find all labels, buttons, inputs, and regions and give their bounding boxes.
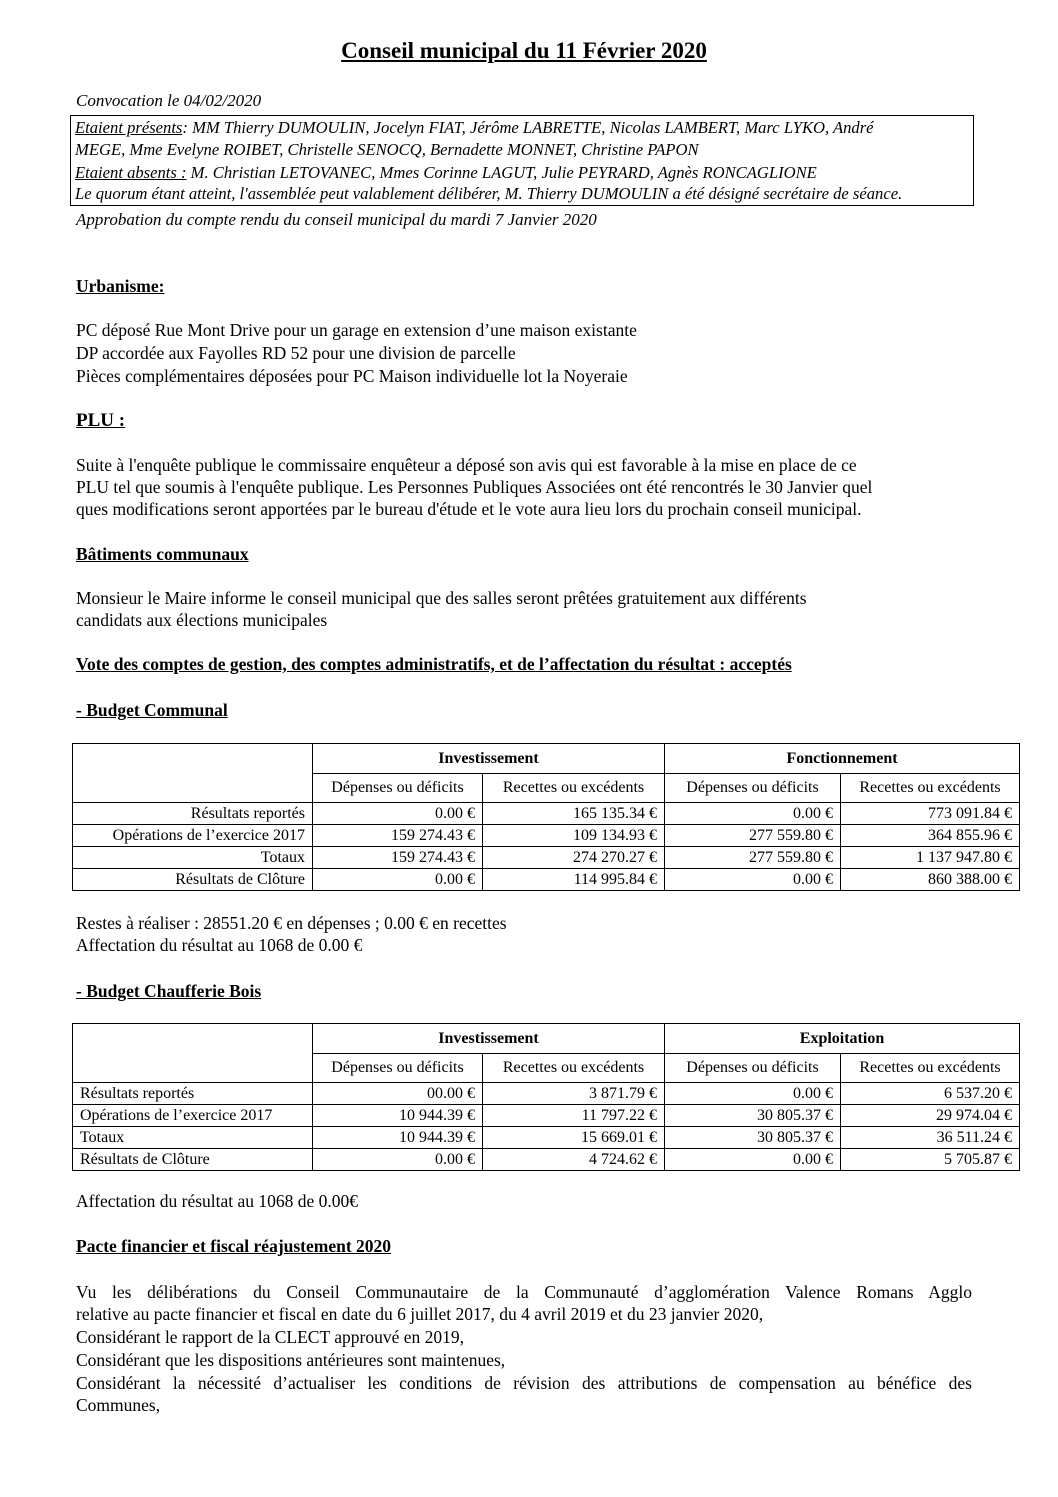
budget-chaufferie-table xyxy=(72,1023,1020,1171)
budget-note: Affectation du résultat au 1068 de 0.00€ xyxy=(76,1191,359,1211)
table-row xyxy=(73,869,1020,891)
column-header: Dépenses ou déficits xyxy=(665,774,841,803)
table-corner-cell xyxy=(73,744,313,803)
table-cell: 0.00 € xyxy=(313,803,483,825)
urbanisme-heading: Urbanisme: xyxy=(76,276,165,296)
table-cell: 159 274.43 € xyxy=(313,847,483,869)
table-header-row xyxy=(73,744,1020,774)
table-cell: 00.00 € xyxy=(313,1083,483,1105)
table-header-row xyxy=(73,1024,1020,1054)
absent-names: M. Christian LETOVANEC, Mmes Corinne LAGUT, Julie PEYRARD, Agnès RONCAGLIONE xyxy=(186,163,817,182)
row-label: Opérations de l’exercice 2017 xyxy=(73,1105,313,1127)
table-cell: 3 871.79 € xyxy=(483,1083,665,1105)
table-cell: 0.00 € xyxy=(313,1149,483,1171)
table-row xyxy=(73,1149,1020,1171)
pacte-line: Communes, xyxy=(76,1395,161,1415)
budget-chaufferie-heading: - Budget Chaufferie Bois xyxy=(76,981,262,1001)
table-cell: 29 974.04 € xyxy=(841,1105,1020,1127)
table-cell: 165 135.34 € xyxy=(483,803,665,825)
budget-communal-heading: - Budget Communal xyxy=(76,700,228,720)
group-header: Investissement xyxy=(313,744,665,774)
table-cell: 0.00 € xyxy=(665,869,841,891)
batiments-heading: Bâtiments communaux xyxy=(76,544,249,564)
column-header: Dépenses ou déficits xyxy=(313,1054,483,1083)
row-label: Résultats reportés xyxy=(73,1083,313,1105)
pacte-line: Considérant que les dispositions antérieures sont maintenues, xyxy=(76,1350,506,1370)
budget-note: Affectation du résultat au 1068 de 0.00 € xyxy=(76,935,363,955)
pacte-line: Considérant le rapport de la CLECT approuvé en 2019, xyxy=(76,1327,464,1347)
group-header: Fonctionnement xyxy=(665,744,1020,774)
table-cell: 6 537.20 € xyxy=(841,1083,1020,1105)
table-cell: 159 274.43 € xyxy=(313,825,483,847)
plu-line: ques modifications seront apportées par le bureau d'étude et le vote aura lieu lors du prochain conseil municipal. xyxy=(76,499,862,519)
table-cell: 11 797.22 € xyxy=(483,1105,665,1127)
column-header: Recettes ou excédents xyxy=(483,774,665,803)
table-row xyxy=(73,847,1020,869)
table-cell: 0.00 € xyxy=(313,869,483,891)
pacte-heading: Pacte financier et fiscal réajustement 2020 xyxy=(76,1236,392,1256)
table-cell: 277 559.80 € xyxy=(665,825,841,847)
plu-line: Suite à l'enquête publique le commissaire enquêteur a déposé son avis qui est favorable à la mise en place de ce xyxy=(76,455,857,475)
row-label: Résultats de Clôture xyxy=(73,869,313,891)
pacte-line: relative au pacte financier et fiscal en date du 6 juillet 2017, du 4 avril 2019 et du 23 janvier 2020, xyxy=(76,1304,764,1324)
urbanisme-line: Pièces complémentaires déposées pour PC Maison individuelle lot la Noyeraie xyxy=(76,366,628,386)
table-cell: 10 944.39 € xyxy=(313,1105,483,1127)
pacte-line: Vu les délibérations du Conseil Communautaire de la Communauté d’agglomération Valence Romans Agglo xyxy=(76,1282,972,1302)
table-cell: 30 805.37 € xyxy=(665,1105,841,1127)
quorum-line: Le quorum étant atteint, l'assemblée peut valablement délibérer, M. Thierry DUMOULIN a été désigné secrétaire de séance. xyxy=(75,184,903,203)
group-header: Exploitation xyxy=(665,1024,1020,1054)
column-header: Recettes ou excédents xyxy=(483,1054,665,1083)
row-label: Résultats de Clôture xyxy=(73,1149,313,1171)
absent-line xyxy=(75,163,817,183)
table-cell: 0.00 € xyxy=(665,803,841,825)
table-row xyxy=(73,1105,1020,1127)
present-line-1 xyxy=(75,118,874,138)
batiments-line: candidats aux élections municipales xyxy=(76,610,328,630)
table-cell: 773 091.84 € xyxy=(841,803,1020,825)
table-cell: 1 137 947.80 € xyxy=(841,847,1020,869)
approval-line: Approbation du compte rendu du conseil municipal du mardi 7 Janvier 2020 xyxy=(76,210,597,229)
table-corner-cell xyxy=(73,1024,313,1083)
pacte-line: Considérant la nécessité d’actualiser les conditions de révision des attributions de compensation au bénéfice des xyxy=(76,1373,972,1393)
document-title: Conseil municipal du 11 Février 2020 xyxy=(341,38,707,63)
table-cell: 860 388.00 € xyxy=(841,869,1020,891)
table-cell: 274 270.27 € xyxy=(483,847,665,869)
group-header: Investissement xyxy=(313,1024,665,1054)
table-cell: 0.00 € xyxy=(665,1083,841,1105)
table-cell: 277 559.80 € xyxy=(665,847,841,869)
vote-heading: Vote des comptes de gestion, des comptes administratifs, et de l’affectation du résultat : acceptés xyxy=(76,654,792,674)
table-cell: 0.00 € xyxy=(665,1149,841,1171)
absent-label: Etaient absents : xyxy=(75,163,187,182)
column-header: Dépenses ou déficits xyxy=(665,1054,841,1083)
plu-line: PLU tel que soumis à l'enquête publique. Les Personnes Publiques Associées ont été rencontrés le 30 Janvier quel xyxy=(76,477,873,497)
urbanisme-line: PC déposé Rue Mont Drive pour un garage en extension d’une maison existante xyxy=(76,320,637,340)
table-cell: 4 724.62 € xyxy=(483,1149,665,1171)
table-cell: 10 944.39 € xyxy=(313,1127,483,1149)
column-header: Recettes ou excédents xyxy=(841,774,1020,803)
table-cell: 5 705.87 € xyxy=(841,1149,1020,1171)
urbanisme-line: DP accordée aux Fayolles RD 52 pour une division de parcelle xyxy=(76,343,516,363)
table-row xyxy=(73,803,1020,825)
plu-heading: PLU : xyxy=(76,410,126,431)
table-cell: 364 855.96 € xyxy=(841,825,1020,847)
row-label: Totaux xyxy=(73,1127,313,1149)
table-row xyxy=(73,825,1020,847)
budget-communal-table xyxy=(72,743,1020,891)
table-cell: 30 805.37 € xyxy=(665,1127,841,1149)
row-label: Résultats reportés xyxy=(73,803,313,825)
table-row xyxy=(73,1083,1020,1105)
column-header: Recettes ou excédents xyxy=(841,1054,1020,1083)
row-label: Totaux xyxy=(73,847,313,869)
table-cell: 109 134.93 € xyxy=(483,825,665,847)
present-line-2: MEGE, Mme Evelyne ROIBET, Christelle SENOCQ, Bernadette MONNET, Christine PAPON xyxy=(75,140,699,159)
convocation-date: Convocation le 04/02/2020 xyxy=(76,91,262,110)
table-cell: 114 995.84 € xyxy=(483,869,665,891)
table-row xyxy=(73,1127,1020,1149)
column-header: Dépenses ou déficits xyxy=(313,774,483,803)
table-cell: 15 669.01 € xyxy=(483,1127,665,1149)
present-names-1: : MM Thierry DUMOULIN, Jocelyn FIAT, Jérôme LABRETTE, Nicolas LAMBERT, Marc LYKO, André xyxy=(182,118,874,137)
attendance-box xyxy=(70,115,974,206)
budget-note: Restes à réaliser : 28551.20 € en dépenses ; 0.00 € en recettes xyxy=(76,913,507,933)
present-label: Etaient présents xyxy=(75,118,183,137)
batiments-line: Monsieur le Maire informe le conseil municipal que des salles seront prêtées gratuitement aux différents xyxy=(76,588,807,608)
row-label: Opérations de l’exercice 2017 xyxy=(73,825,313,847)
table-cell: 36 511.24 € xyxy=(841,1127,1020,1149)
